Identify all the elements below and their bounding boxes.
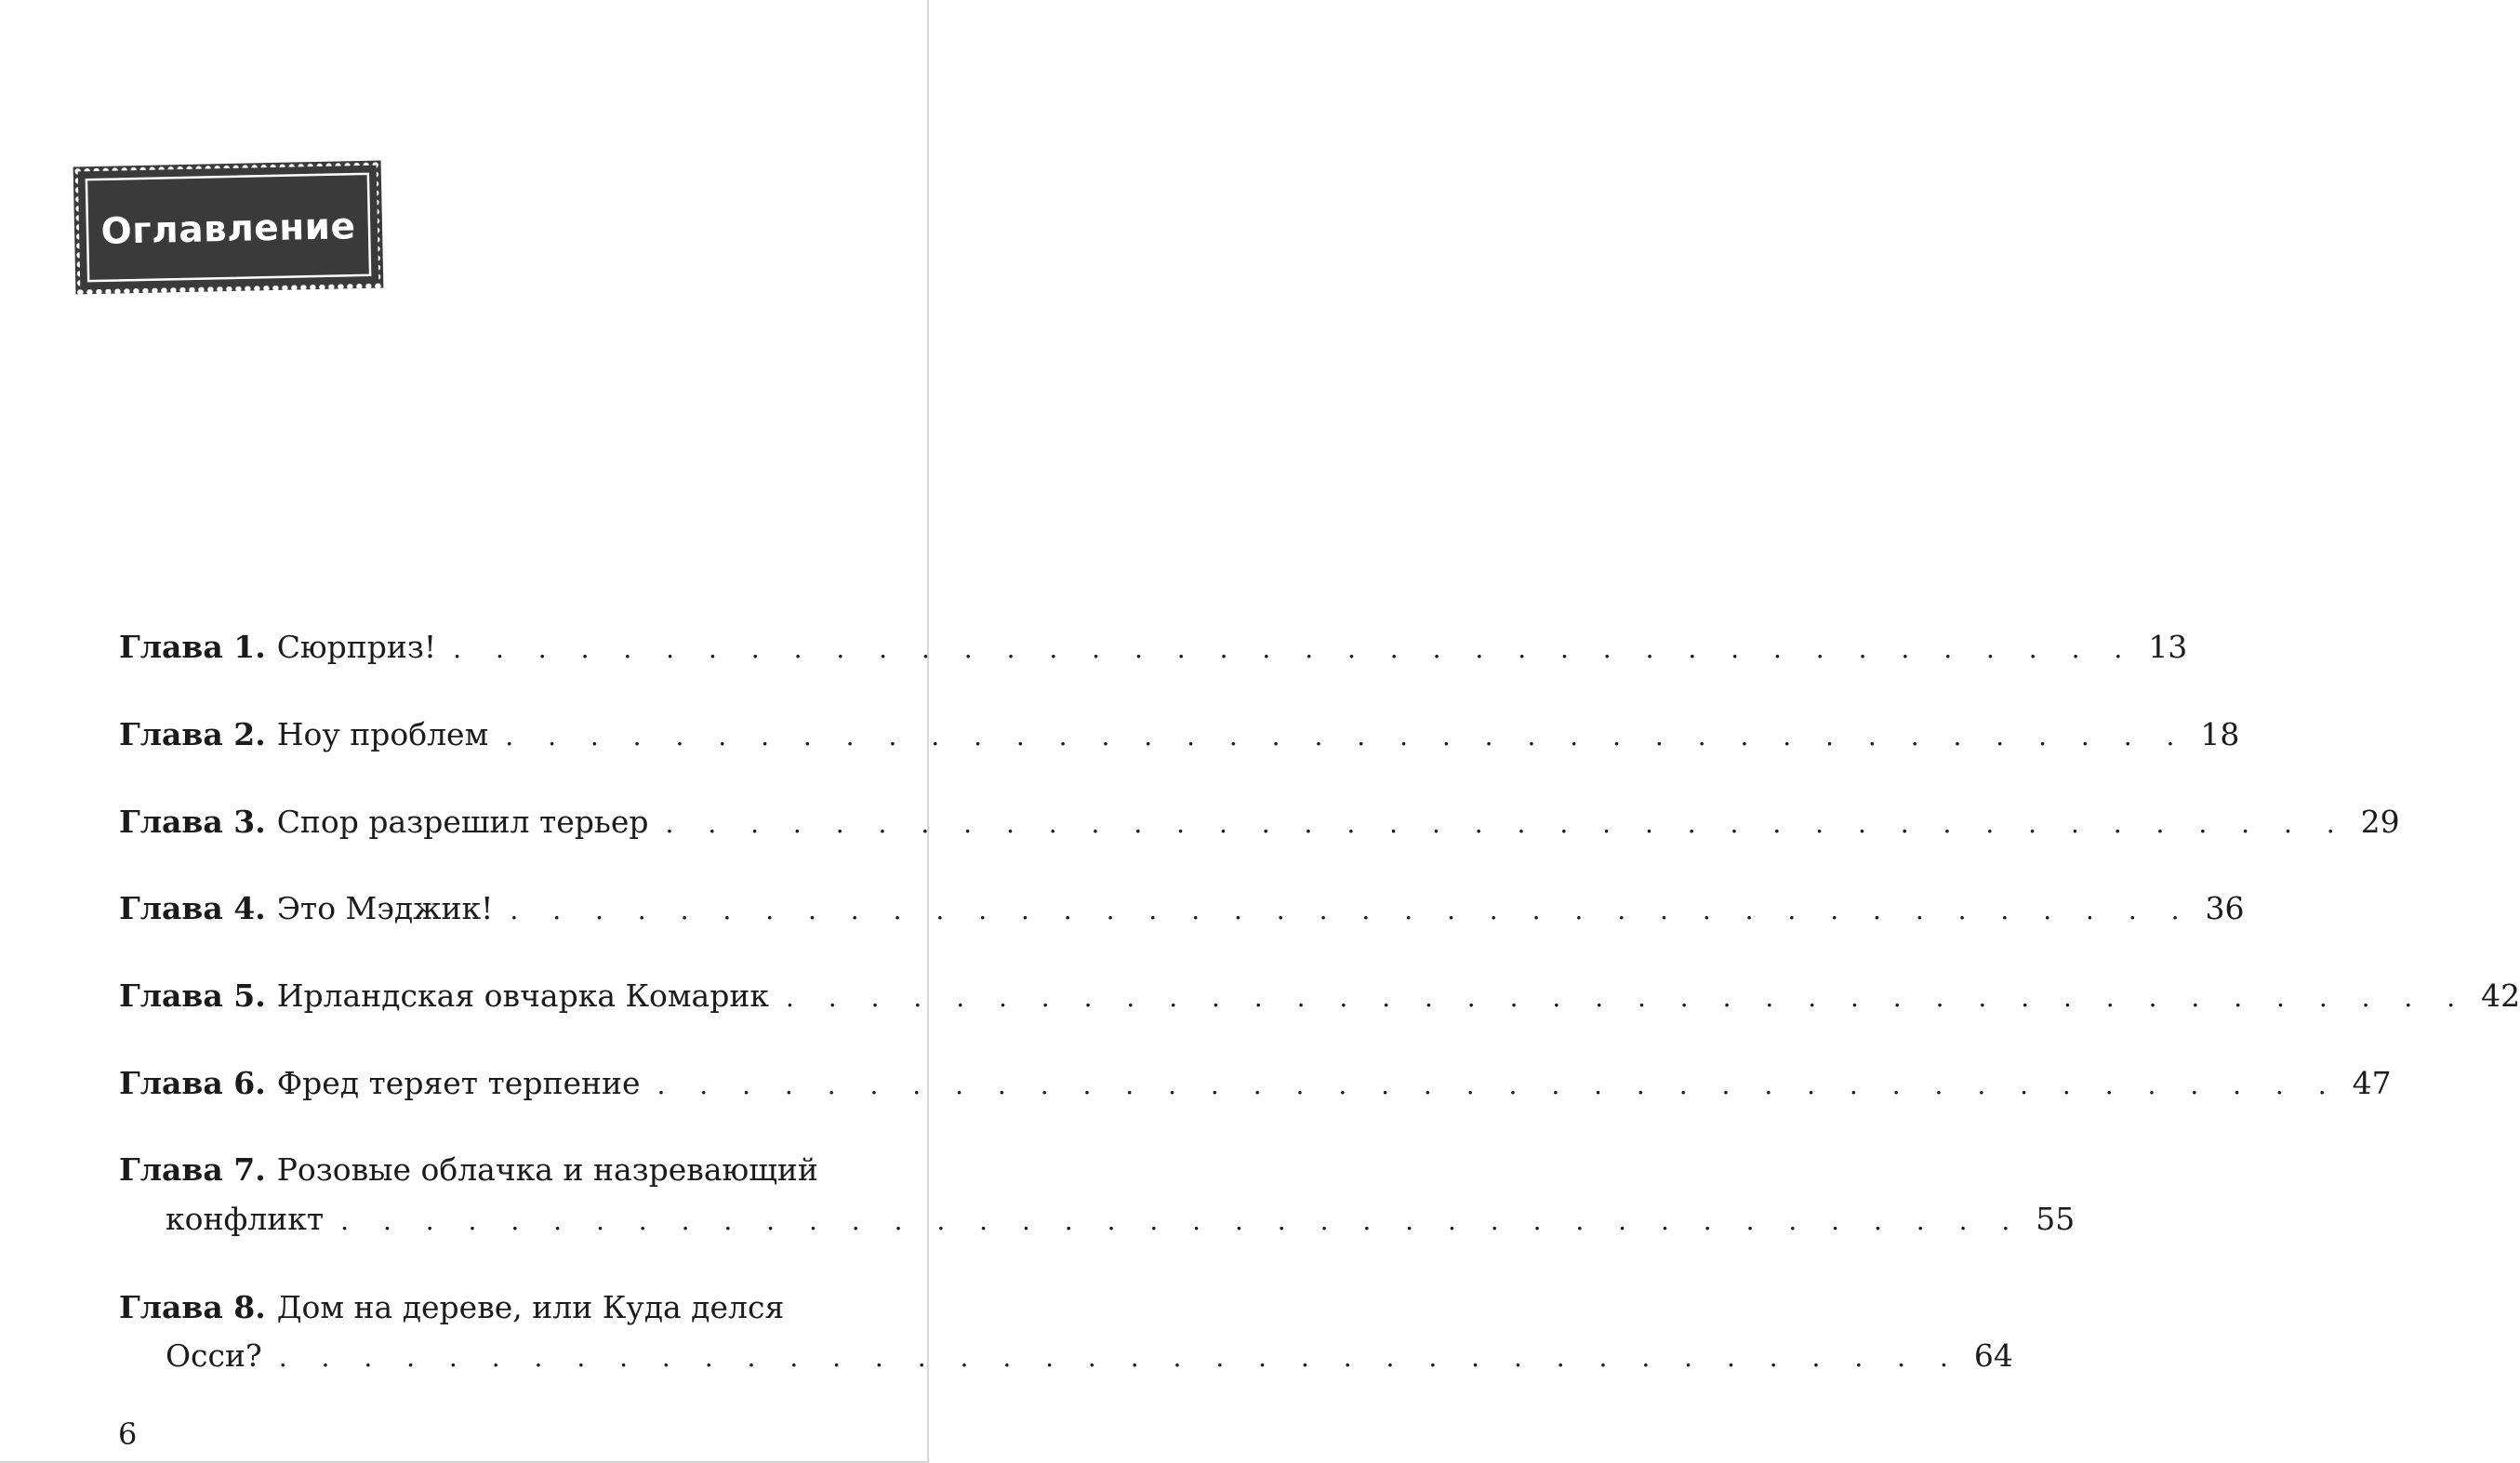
toc-entry-6 — [119, 1062, 2392, 1105]
dot-leader: . . . . . . . . . . . . . . . . . . . . . . . . . . . . . . . . . . . . . . . . — [785, 982, 2469, 1013]
chapter-title: Сюрприз! — [276, 629, 437, 665]
dot-leader: . . . . . . . . . . . . . . . . . . . . . . . . . . . . . . . . . . . . . . . . — [505, 721, 2188, 751]
toc-entry-1 — [119, 626, 2188, 669]
chapter-page: 55 — [2036, 1201, 2076, 1237]
toc-heading-title: Оглавление — [100, 206, 356, 253]
dot-leader: . . . . . . . . . . . . . . . . . . . . . . . . . . . . . . . . . . . . . . . . — [340, 1205, 2023, 1236]
chapter-label: Глава 2. — [119, 716, 266, 752]
chapter-page: 18 — [2200, 716, 2240, 752]
toc-entry-8 — [119, 1286, 905, 1329]
chapter-label: Глава 8. — [119, 1289, 266, 1325]
chapter-page: 13 — [2148, 629, 2188, 665]
dot-leader: . . . . . . . . . . . . . . . . . . . . . . . . . . . . . . . . . . . . . . . . — [665, 808, 2348, 839]
chapter-label: Глава 4. — [119, 890, 266, 926]
toc-entry-7 — [119, 1149, 905, 1191]
chapter-title: Фред теряет терпение — [276, 1065, 641, 1101]
toc-entry-2 — [119, 713, 2240, 756]
toc-entry-5 — [119, 975, 2520, 1017]
chapter-page: 36 — [2205, 890, 2245, 926]
chapter-title-cont: конфликт — [166, 1201, 325, 1237]
chapter-label: Глава 7. — [119, 1151, 266, 1188]
dot-leader: . . . . . . . . . . . . . . . . . . . . . . . . . . . . . . . . . . . . . . . . — [453, 633, 2136, 664]
chapter-title: Спор разрешил терьер — [276, 804, 649, 840]
chapter-title: Дом на дереве, или Куда делся — [276, 1289, 785, 1325]
chapter-page: 42 — [2481, 978, 2520, 1014]
chapter-page: 29 — [2360, 804, 2400, 840]
toc-heading-stamp — [73, 161, 384, 295]
chapter-title: Ирландская овчарка Комарик — [276, 978, 769, 1014]
chapter-title: Это Мэджик! — [276, 890, 494, 926]
chapter-title: Розовые облачка и назревающий — [276, 1151, 818, 1188]
chapter-label: Глава 5. — [119, 978, 266, 1014]
chapter-label: Глава 6. — [119, 1065, 266, 1101]
chapter-label: Глава 3. — [119, 804, 266, 840]
toc-entry-3 — [119, 801, 2400, 844]
toc-entry-7-cont — [166, 1198, 2076, 1241]
chapter-title: Ноу проблем — [276, 716, 489, 752]
toc-entry-8-cont — [166, 1335, 2013, 1377]
dot-leader: . . . . . . . . . . . . . . . . . . . . . . . . . . . . . . . . . . . . . . . . — [278, 1342, 1961, 1373]
chapter-page: 47 — [2352, 1065, 2392, 1101]
chapter-title-cont: Осси? — [166, 1337, 262, 1374]
dot-leader: . . . . . . . . . . . . . . . . . . . . . . . . . . . . . . . . . . . . . . . . — [510, 895, 2193, 925]
chapter-label: Глава 1. — [119, 629, 266, 665]
dot-leader: . . . . . . . . . . . . . . . . . . . . . . . . . . . . . . . . . . . . . . . . — [657, 1070, 2340, 1100]
page-number: 6 — [118, 1416, 138, 1452]
chapter-page: 64 — [1973, 1337, 2013, 1374]
toc-entry-4 — [119, 887, 2245, 930]
